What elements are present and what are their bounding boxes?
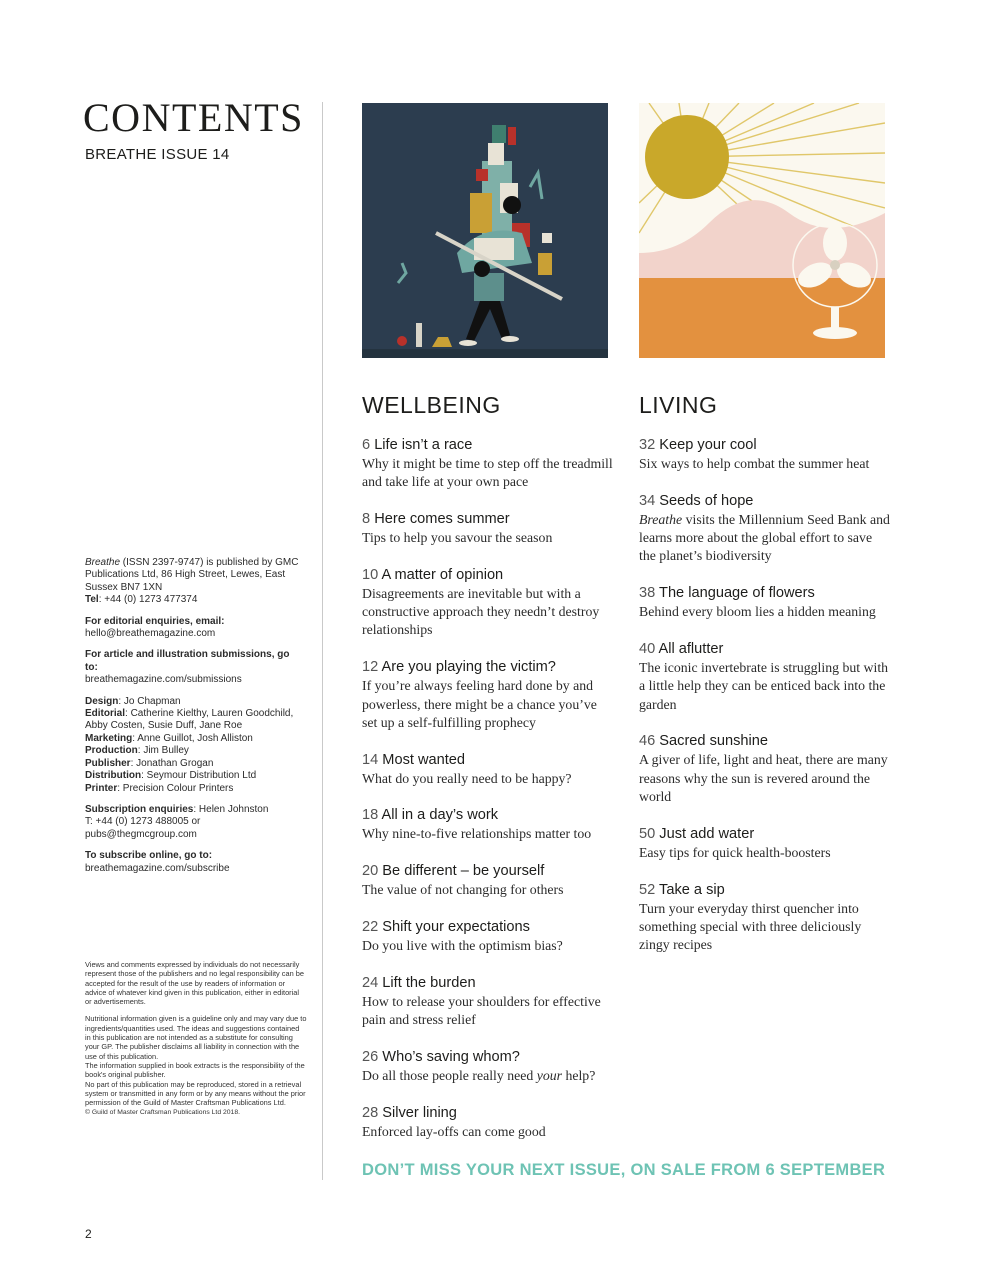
list-item[interactable]: 10 A matter of opinion Disagreements are inevitable but with a constructive approach they needn’t destroy relationships	[362, 566, 614, 640]
article-desc: Disagreements are inevitable but with a constructive approach they needn’t destroy relationships	[362, 585, 600, 638]
list-item[interactable]: 18 All in a day’s work Why nine-to-five relationships matter too	[362, 806, 614, 843]
article-title: All in a day’s work	[381, 807, 499, 824]
tel-value: : +44 (0) 1273 477374	[98, 594, 198, 606]
article-desc: Six ways to help combat the summer heat	[639, 456, 870, 471]
list-item[interactable]: 34 Seeds of hope Breathe visits the Millennium Seed Bank and learns more about the global effort to save the planet’s biodiversity	[639, 492, 891, 566]
editorial-label: For editorial enquiries, email	[85, 615, 222, 627]
legal-disclaimer	[85, 960, 307, 1118]
article-title: A matter of opinion	[381, 566, 504, 583]
wellbeing-illustration	[362, 103, 608, 358]
credits-block	[85, 557, 305, 884]
article-title: All aflutter	[658, 640, 724, 657]
article-title: Are you playing the victim?	[381, 659, 556, 676]
article-desc: The iconic invertebrate is struggling but with a little help they can be enticed back into the garden	[639, 659, 889, 712]
subscription-phone: T: +44 (0) 1273 488005 or	[85, 816, 201, 828]
subscription-email[interactable]: pubs@thegmcgroup.com	[85, 828, 197, 840]
staff-line: Production: Jim Bulley	[85, 745, 189, 757]
wellbeing-list	[362, 436, 614, 1160]
list-item[interactable]: 26 Who’s saving whom? Do all those people really need your help?	[362, 1048, 614, 1085]
nutrition-disclaimer: Nutritional information given is a guideline only and may vary due to ingredients/quantities used. The ideas and suggestions contained in this publication are not intended as a substitute for consulting your GP. The publisher disclaims all liability in connection with the use of this publication. The information supplied in book extracts is the responsibility of the book's original publisher. No part of this publication may be reproduced, stored in a retrieval system or transmitted in any form or by any means without the prior permission of the Guild of Master Craftsman Publications Ltd. © Guild of Master Craftsman Publications Ltd 2018.	[85, 1014, 307, 1117]
staff-line: Editorial: Catherine Kielthy, Lauren Goodchild, Abby Costen, Susie Duff, Jane Roe	[85, 708, 294, 732]
tel-label: Tel	[85, 594, 99, 606]
article-title: Here comes summer	[374, 511, 510, 528]
list-item[interactable]: 12 Are you playing the victim? If you’re always feeling hard done by and powerless, there might be a chance you’ve set up a self-fulfilling prophecy	[362, 658, 614, 732]
article-desc: The value of not changing for others	[362, 882, 564, 898]
list-item[interactable]: 14 Most wanted What do you really need to be happy?	[362, 751, 614, 788]
list-item[interactable]: 20 Be different – be yourself The value of not changing for others	[362, 862, 614, 899]
article-desc: Behind every bloom lies a hidden meaning	[639, 604, 876, 620]
editorial-email[interactable]: hello@breathemagazine.com	[85, 628, 216, 640]
article-title: Sacred sunshine	[659, 733, 769, 750]
article-title: Shift your expectations	[382, 919, 530, 936]
article-desc: Why nine-to-five relationships matter too	[362, 826, 592, 842]
article-desc: If you’re always feeling hard done by and powerless, there might be a chance you’ve set up a self-fulfilling prophecy	[362, 678, 597, 730]
article-title: Who’s saving whom?	[382, 1048, 520, 1065]
submissions-link[interactable]: breathemagazine.com/submissions	[85, 674, 242, 686]
article-desc: Do you live with the optimism bias?	[362, 938, 563, 954]
article-desc: Turn your everyday thirst quencher into something special with three deliciously zingy recipes	[639, 900, 862, 953]
column-divider	[322, 102, 323, 1180]
staff-line: Marketing: Anne Guillot, Josh Alliston	[85, 732, 253, 744]
article-title: The language of flowers	[659, 585, 815, 602]
article-desc: What do you really need to be happy?	[362, 770, 572, 786]
staff-line: Publisher: Jonathan Grogan	[85, 757, 214, 769]
living-heading: LIVING	[639, 392, 718, 418]
subscription-label: Subscription enquiries	[85, 803, 194, 815]
submissions-label: For article and illustration submissions, go to	[85, 649, 290, 673]
living-list	[639, 436, 891, 973]
living-illustration	[639, 103, 885, 358]
article-desc: Easy tips for quick health-boosters	[639, 844, 831, 860]
subscribe-online	[85, 850, 305, 875]
article-title: Take a sip	[659, 881, 725, 898]
staff-line: Design: Jo Chapman	[85, 695, 181, 707]
copyright: © Guild of Master Craftsman Publications Ltd 2018.	[85, 1109, 240, 1117]
publisher-info	[85, 557, 305, 607]
article-title: Just add water	[659, 825, 755, 842]
list-item[interactable]: 22 Shift your expectations Do you live with the optimism bias?	[362, 918, 614, 955]
subscription-contact: : Helen Johnston	[193, 803, 269, 815]
staff-line: Printer: Precision Colour Printers	[85, 782, 234, 794]
article-title: Silver lining	[382, 1104, 457, 1121]
list-item[interactable]: 8 Here comes summer Tips to help you savour the season	[362, 510, 614, 547]
staff-line: Distribution: Seymour Distribution Ltd	[85, 770, 257, 782]
article-desc: A giver of life, light and heat, there are many reasons why the sun is revered around the world	[639, 752, 888, 804]
list-item[interactable]: 32 Keep your cool Six ways to help combat the summer heat	[639, 436, 891, 473]
issue-label: BREATHE ISSUE 14	[85, 146, 230, 163]
article-title: Keep your cool	[659, 437, 757, 453]
ground	[639, 278, 885, 358]
list-item[interactable]: 46 Sacred sunshine A giver of life, light and heat, there are many reasons why the sun is revered around the world	[639, 732, 891, 806]
page-number: 2	[85, 1227, 92, 1241]
editorial-enquiries: For editorial enquiries, email: hello@breathemagazine.com	[85, 615, 225, 640]
article-title: Lift the burden	[382, 974, 476, 991]
page-title: CONTENTS	[83, 95, 304, 140]
subscription-enquiries	[85, 804, 305, 841]
list-item[interactable]: 40 All aflutter The iconic invertebrate is struggling but with a little help they can be enticed back into the garden	[639, 640, 891, 714]
list-item[interactable]: 28 Silver lining Enforced lay-offs can come good	[362, 1104, 614, 1141]
reproduction-note: No part of this publication may be reproduced, stored in a retrieval system or transmitted in any form or by any means without the prior permission of the Guild of Master Craftsman Publications Ltd.	[85, 1079, 306, 1108]
submissions-info: For article and illustration submissions, go to: breathemagazine.com/submissions	[85, 649, 290, 686]
views-disclaimer: Views and comments expressed by individuals do not necessarily represent those of the publishers and no legal responsibility can be accepted for the result of the use by readers of information or advice of whatever kind given in this publication, either in editorial or advertisements.	[85, 960, 304, 1007]
sun	[645, 115, 729, 199]
article-desc: How to release your shoulders for effective pain and stress relief	[362, 993, 601, 1028]
list-item[interactable]: 50 Just add water Easy tips for quick health-boosters	[639, 825, 891, 862]
subscribe-label: To subscribe online, go to:	[85, 850, 213, 862]
list-item[interactable]: 6 Life isn’t a race Why it might be time to step off the treadmill and take life at your own pace	[362, 436, 614, 492]
article-desc: Breathe visits the Millennium Seed Bank and learns more about the global effort to save the planet’s biodiversity	[639, 511, 890, 564]
article-title: Be different – be yourself	[382, 863, 545, 880]
article-desc: Why it might be time to step off the treadmill and take life at your own pace	[362, 456, 613, 490]
staff-list	[85, 696, 305, 795]
list-item[interactable]: 38 The language of flowers Behind every bloom lies a hidden meaning	[639, 584, 891, 621]
extracts-note: The information supplied in book extracts is the responsibility of the book's original publisher.	[85, 1060, 305, 1080]
list-item[interactable]: 52 Take a sip Turn your everyday thirst quencher into something special with three deliciously zingy recipes	[639, 881, 891, 955]
publisher-address: (ISSN 2397-9747) is published by GMC Publications Ltd, 86 High Street, Lewes, East Sussex BN7 1XN	[85, 557, 299, 593]
publication-name: Breathe	[85, 557, 121, 568]
next-issue-banner: DON’T MISS YOUR NEXT ISSUE, ON SALE FROM 6 SEPTEMBER	[362, 1161, 886, 1179]
article-desc: Do all those people really need your help?	[362, 1067, 596, 1083]
wellbeing-heading: WELLBEING	[362, 392, 501, 418]
article-desc: Enforced lay-offs can come good	[362, 1123, 546, 1139]
article-title: Most wanted	[382, 751, 466, 768]
article-title: Life isn’t a race	[374, 437, 473, 453]
article-title: Seeds of hope	[659, 492, 754, 509]
subscribe-link[interactable]: breathemagazine.com/subscribe	[85, 862, 230, 874]
article-desc: Tips to help you savour the season	[362, 530, 553, 546]
list-item[interactable]: 24 Lift the burden How to release your shoulders for effective pain and stress relief	[362, 974, 614, 1030]
